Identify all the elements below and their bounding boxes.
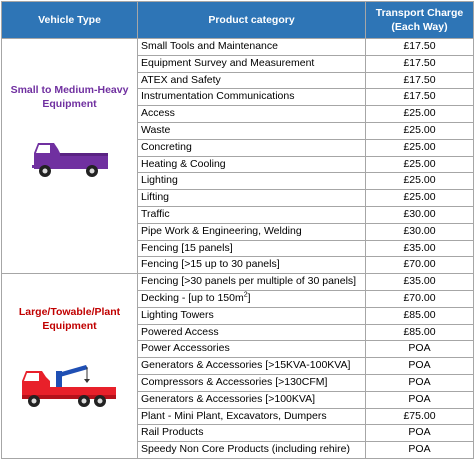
product-category-text: Access: [141, 107, 175, 120]
product-category-cell: [138, 391, 366, 408]
transport-charge-cell: £30.00: [366, 206, 474, 223]
product-category-cell: [138, 173, 366, 190]
transport-charge-cell: £17.50: [366, 72, 474, 89]
product-category-text: Generators & Accessories [>100KVA]: [141, 392, 316, 405]
transport-charge-cell: POA: [366, 442, 474, 459]
vehicle-group-label: [11, 83, 129, 111]
product-category-cell: [138, 442, 366, 459]
transport-charge-cell: POA: [366, 425, 474, 442]
transport-charge-cell: £25.00: [366, 173, 474, 190]
vehicle-type-cell: [2, 274, 138, 459]
red-crane-tow-truck-icon: [20, 363, 120, 411]
product-category-cell: [138, 223, 366, 240]
product-category-cell: [138, 106, 366, 123]
vehicle-type-cell: [2, 39, 138, 274]
product-category-text: Concreting: [141, 140, 192, 153]
transport-charge-cell: POA: [366, 391, 474, 408]
transport-charge-cell: £75.00: [366, 408, 474, 425]
product-category-cell: [138, 39, 366, 56]
product-category-text: Decking - [up to 150m: [141, 291, 244, 304]
product-category-text: Equipment Survey and Measurement: [141, 56, 315, 69]
vehicle-group-label-line2: Equipment: [42, 320, 97, 333]
product-category-text: Heating & Cooling: [141, 157, 226, 170]
product-category-text: ATEX and Safety: [141, 73, 221, 86]
product-category-cell: [138, 408, 366, 425]
product-category-text: Power Accessories: [141, 342, 230, 355]
product-category-text: Pipe Work & Engineering, Welding: [141, 224, 302, 237]
product-category-suffix: ]: [247, 291, 251, 304]
product-category-text: Fencing [15 panels]: [141, 241, 233, 254]
product-category-cell: [138, 240, 366, 257]
transport-charge-cell: £30.00: [366, 223, 474, 240]
product-category-text: Plant - Mini Plant, Excavators, Dumpers: [141, 409, 327, 422]
product-category-text: Compressors & Accessories [>130CFM]: [141, 375, 328, 388]
transport-charge-cell: £17.50: [366, 55, 474, 72]
header-product-category: Product category: [138, 2, 366, 39]
product-category-cell: [138, 156, 366, 173]
header-transport-charge: [366, 2, 474, 39]
transport-charge-cell: £25.00: [366, 106, 474, 123]
product-category-cell: [138, 72, 366, 89]
product-category-cell: [138, 257, 366, 274]
transport-charge-cell: £17.50: [366, 89, 474, 106]
product-category-cell: [138, 290, 366, 307]
transport-charge-cell: £35.00: [366, 274, 474, 291]
product-category-text: Generators & Accessories [>15KVA-100KVA]: [141, 359, 351, 372]
product-category-text: Fencing [>30 panels per multiple of 30 panels]: [141, 275, 357, 288]
product-category-text: Traffic: [141, 207, 170, 220]
table-row: [2, 39, 474, 56]
superscript: 2: [243, 291, 248, 299]
transport-charge-cell: £70.00: [366, 257, 474, 274]
product-category-text: Powered Access: [141, 325, 219, 338]
product-category-cell: [138, 425, 366, 442]
vehicle-group-label-line1: Small to Medium-Heavy: [10, 84, 129, 96]
product-category-cell: [138, 358, 366, 375]
product-category-text: Speedy Non Core Products (including rehire): [141, 443, 350, 456]
header-charge-line1: Transport Charge: [375, 7, 464, 19]
transport-charge-cell: £35.00: [366, 240, 474, 257]
product-category-text: Lighting: [141, 174, 178, 187]
product-category-cell: [138, 324, 366, 341]
product-category-text: Fencing [>15 up to 30 panels]: [141, 258, 280, 271]
product-category-cell: [138, 122, 366, 139]
product-category-text: Instrumentation Communications: [141, 90, 295, 103]
product-category-text: Rail Products: [141, 426, 204, 439]
transport-charge-cell: £85.00: [366, 324, 474, 341]
transport-charges-table-wrapper: [1, 1, 473, 459]
truck-icon-wrapper: [30, 139, 110, 189]
product-category-cell: [138, 206, 366, 223]
product-category-cell: [138, 89, 366, 106]
table-body: [2, 39, 474, 459]
transport-charge-cell: £25.00: [366, 156, 474, 173]
header-charge-line2: (Each Way): [391, 21, 448, 33]
transport-charge-cell: £25.00: [366, 190, 474, 207]
product-category-cell: [138, 307, 366, 324]
transport-charge-cell: £70.00: [366, 290, 474, 307]
table-header-row: [2, 2, 474, 39]
product-category-text: Waste: [141, 123, 171, 136]
vehicle-group-label-line1: Large/Towable/Plant: [18, 306, 121, 319]
table-row: [2, 274, 474, 291]
product-category-cell: [138, 341, 366, 358]
transport-charge-cell: £25.00: [366, 122, 474, 139]
purple-flatbed-truck-icon: [30, 139, 110, 183]
transport-charge-cell: £85.00: [366, 307, 474, 324]
transport-charge-cell: POA: [366, 358, 474, 375]
product-category-cell: [138, 274, 366, 291]
product-category-cell: [138, 139, 366, 156]
tow-truck-icon-wrapper: [20, 363, 120, 417]
product-category-cell: [138, 374, 366, 391]
product-category-cell: [138, 190, 366, 207]
product-category-text: Small Tools and Maintenance: [141, 40, 278, 52]
transport-charges-table: [1, 1, 474, 459]
transport-charge-cell: £25.00: [366, 139, 474, 156]
product-category-text: Lifting: [141, 191, 170, 204]
product-category-cell: [138, 55, 366, 72]
vehicle-group-label-line2: Equipment: [42, 98, 97, 110]
transport-charge-cell: POA: [366, 374, 474, 391]
transport-charge-cell: POA: [366, 341, 474, 358]
product-category-text: Lighting Towers: [141, 308, 214, 321]
header-vehicle-type: Vehicle Type: [2, 2, 138, 39]
vehicle-group-label: [19, 305, 120, 333]
transport-charge-cell: £17.50: [366, 39, 474, 56]
